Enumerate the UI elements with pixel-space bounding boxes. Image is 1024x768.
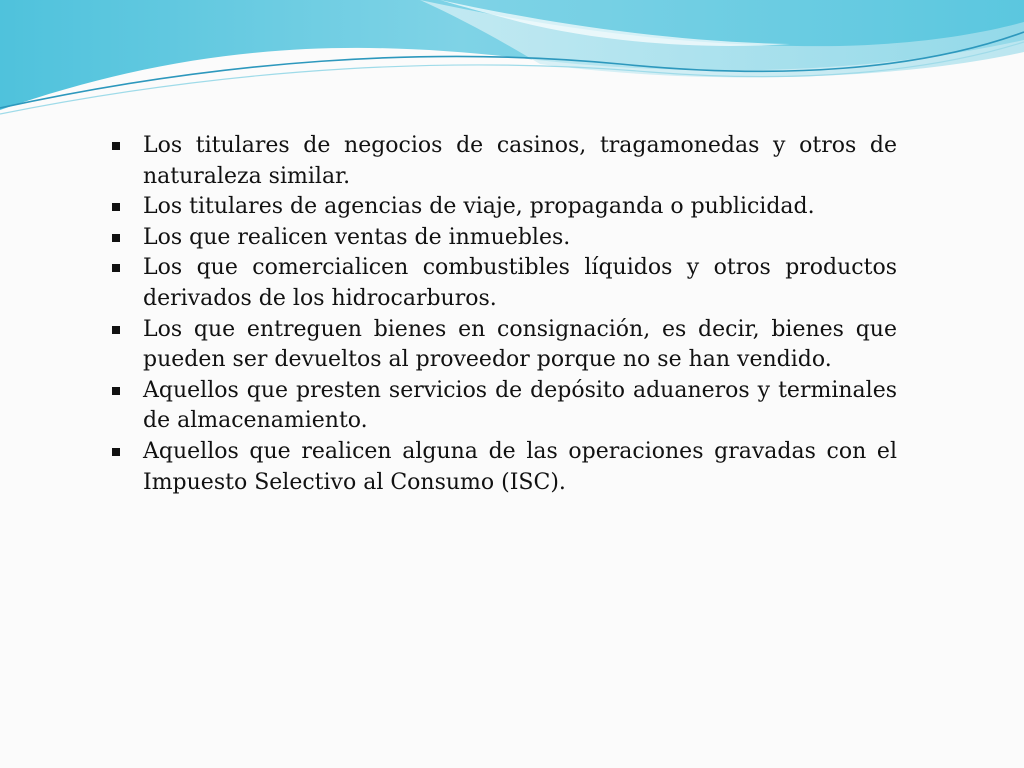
square-bullet-icon [112,448,120,456]
square-bullet-icon [112,234,120,242]
bullet-text: Los titulares de agencias de viaje, propaganda o publicidad. [143,194,815,220]
bullet-item-1 [110,131,897,192]
bullet-item-5 [110,315,897,376]
bullet-item-2 [110,192,897,223]
bullet-list [110,131,897,498]
bullet-text: Aquellos que realicen alguna de las operaciones gravadas con el Impuesto Selectivo al Consumo (ISC). [143,438,897,495]
square-bullet-icon [112,264,120,272]
square-bullet-icon [112,203,120,211]
bullet-item-4 [110,253,897,314]
bullet-item-6 [110,376,897,437]
square-bullet-icon [112,326,120,334]
bullet-text: Los que comercialicen combustibles líquidos y otros productos derivados de los hidrocarburos. [143,255,897,311]
bullet-item-3 [110,223,897,254]
square-bullet-icon [112,387,120,395]
bullet-text: Aquellos que presten servicios de depósito aduaneros y terminales de almacenamiento. [143,377,897,434]
bullet-text: Los que realicen ventas de inmuebles. [143,224,571,250]
bullet-text: Los que entreguen bienes en consignación, es decir, bienes que pueden ser devueltos al proveedor porque no se han vendido. [143,316,897,373]
square-bullet-icon [112,142,120,150]
bullet-item-7 [110,437,897,498]
bullet-text: Los titulares de negocios de casinos, tragamonedas y otros de naturaleza similar. [143,133,897,189]
header-wave-decoration [0,0,1024,120]
